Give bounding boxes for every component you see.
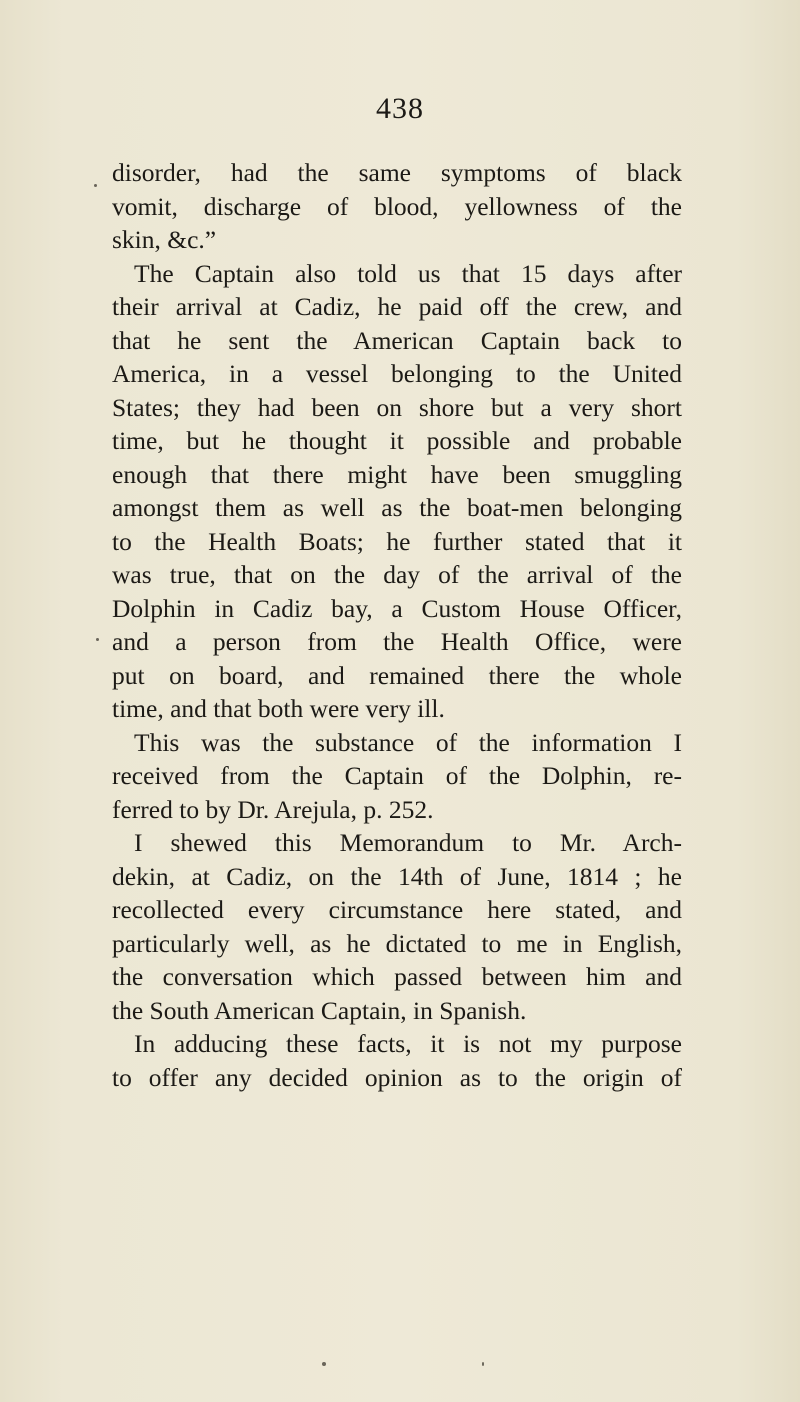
text-line: the conversation which passed between him and: [112, 962, 682, 991]
body-text: [112, 156, 682, 1094]
text-line: disorder, had the same symptoms of black: [112, 158, 682, 187]
text-line: I shewed this Memorandum to Mr. Arch-: [134, 828, 682, 857]
text-line: States; they had been on shore but a very short: [112, 392, 682, 422]
text-line: the South American Captain, in Spanish.: [112, 995, 527, 1025]
text-line: ferred to by Dr. Arejula, p. 252.: [112, 794, 434, 824]
text-line: time, but he thought it possible and probable: [112, 426, 682, 455]
text-line: particularly well, as he dictated to me in English,: [112, 928, 682, 958]
text-line: The Captain also told us that 15 days after: [134, 258, 682, 288]
text-line: enough that there might have been smuggling: [112, 459, 682, 489]
text-line: Dolphin in Cadiz bay, a Custom House Officer,: [112, 593, 682, 623]
scan-speck: [482, 1362, 484, 1366]
scan-speck: [322, 1362, 326, 1366]
text-line: This was the substance of the information I: [134, 727, 682, 757]
text-line: to the Health Boats; he further stated that it: [112, 526, 682, 556]
text-line: recollected every circumstance here stated, and: [112, 895, 682, 924]
scan-speck: [94, 184, 97, 187]
text-line: skin, &c.”: [112, 225, 217, 254]
page-number: 438: [376, 92, 424, 125]
text-line: America, in a vessel belonging to the United: [112, 359, 682, 388]
scan-speck: [96, 638, 99, 641]
text-line: dekin, at Cadiz, on the 14th of June, 1814 ; he: [112, 861, 682, 891]
text-line: to offer any decided opinion as to the origin of: [112, 1062, 682, 1092]
text-line: In adducing these facts, it is not my purpose: [134, 1029, 682, 1058]
text-line: their arrival at Cadiz, he paid off the crew, and: [112, 292, 682, 321]
text-line: time, and that both were very ill.: [112, 694, 445, 723]
text-line: put on board, and remained there the whole: [112, 660, 682, 690]
text-line: vomit, discharge of blood, yellowness of the: [112, 191, 682, 221]
text-line: that he sent the American Captain back to: [112, 325, 682, 355]
text-line: received from the Captain of the Dolphin, re-: [112, 761, 682, 790]
text-line: was true, that on the day of the arrival of the: [112, 560, 682, 589]
text-line: amongst them as well as the boat-men belonging: [112, 493, 682, 522]
text-line: and a person from the Health Office, were: [112, 627, 682, 656]
